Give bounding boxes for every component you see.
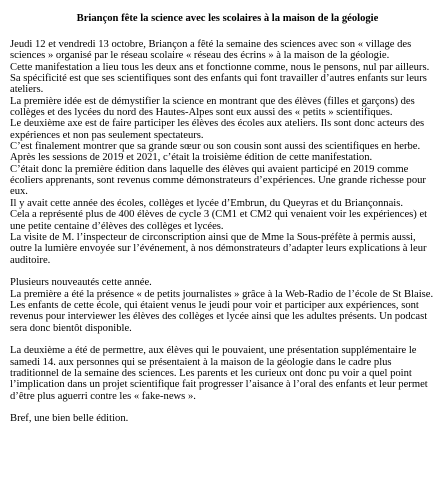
paragraph: [10, 277, 439, 334]
text-line: sciences » organisé par le réseau scolaire « réseau des écrins » à la maison de la géologie.: [10, 50, 390, 62]
text-line: traditionnel de la semaine des sciences. Les parents et les curieux ont donc pu voir a quel point: [10, 367, 412, 379]
text-line: d’être plus aguerri contre les « fake-news ».: [10, 390, 196, 402]
text-line: Jeudi 12 et vendredi 13 octobre, Briançon a fêté la semaine des sciences avec son « village des: [10, 39, 412, 50]
text-line: Il y avait cette année des écoles, collèges et lycée d’Embrun, du Queyras et du Briançonnais.: [10, 197, 403, 209]
text-line: l’implication dans un projet scientifique fait progresser l’aisance à l’oral des enfants et leur permet: [10, 379, 428, 391]
text-line: La première idée est de démystifier la science en montrant que des élèves (filles et garçons) des: [10, 95, 415, 107]
text-line: eux.: [10, 186, 28, 198]
text-line: Sa spécificité est que ses scientifiques sont des enfants qui font travailler d’autres enfants sur leurs: [10, 73, 427, 85]
article-body: [10, 39, 439, 425]
paragraph-gap: [10, 266, 439, 277]
paragraph: [10, 413, 439, 424]
text-line: Après les sessions de 2019 et 2021, c’était la troisième édition de cette manifestation.: [10, 152, 373, 164]
text-line: Plusieurs nouveautés cette année.: [10, 277, 152, 289]
paragraph-gap: [10, 334, 439, 345]
text-line: revenus pour interviewer les élèves des collèges et lycée ainsi que les adultes présents. Un podcast: [10, 311, 428, 323]
text-line: une petite centaine d’élèves des collèges et lycées.: [10, 220, 224, 232]
text-line: Les enfants de cette école, qui étaient venus le jeudi pour voir et participer aux expériences, sont: [10, 299, 419, 311]
article-title: Briançon fête la science avec les scolaires à la maison de la géologie: [76, 13, 379, 24]
text-line: expériences et non pas seulement spectateurs.: [10, 129, 204, 141]
text-line: sera donc bientôt disponible.: [10, 322, 132, 334]
text-line: Cette manifestation a lieu tous les deux ans et fonctionne comme, nous le pensons, nul par ailleurs.: [10, 61, 430, 73]
text-line: auditoire.: [10, 254, 51, 266]
text-line: La visite de M. l’inspecteur de circonscription ainsi que de Mme la Sous-préfète à permis aussi,: [10, 231, 416, 243]
text-line: ateliers.: [10, 84, 44, 96]
text-line: écoliers apprenants, sont revenus comme démonstrateurs d’expériences. Une grande richesse pour: [10, 175, 426, 187]
text-line: outre la lumière envoyée sur l’événement, à nos démonstrateurs d’adapter leurs explications à leur: [10, 243, 427, 255]
text-line: La première a été la présence « de petits journalistes » grâce à la Web-Radio de l’école de St Blaise.: [10, 288, 434, 300]
text-line: Le deuxième axe est de faire participer les élèves des écoles aux ateliers. Ils sont donc acteurs des: [10, 118, 425, 130]
paragraph: [10, 345, 439, 402]
text-line: C’est finalement montrer que sa grande sœur ou son cousin sont aussi des scientifiques en herbe.: [10, 141, 421, 153]
paragraph: [10, 39, 439, 266]
text-line: Bref, une bien belle édition.: [10, 413, 129, 425]
text-line: samedi 14. aux personnes qui se présentaient à la maison de la géologie dans le cadre plus: [10, 356, 392, 368]
text-line: C’était donc la première édition dans laquelle des élèves qui avaient participé en 2019 comme: [10, 163, 409, 175]
text-line: collèges et des lycées du nord des Hautes-Alpes sont eux aussi des « petits » scientifiques.: [10, 107, 393, 119]
paragraph-gap: [10, 402, 439, 413]
text-line: Cela a représenté plus de 400 élèves de cycle 3 (CM1 et CM2 qui venaient voir les expériences) et: [10, 209, 428, 221]
text-line: La deuxième a été de permettre, aux élèves qui le pouvaient, une présentation supplémentaire le: [10, 345, 417, 357]
